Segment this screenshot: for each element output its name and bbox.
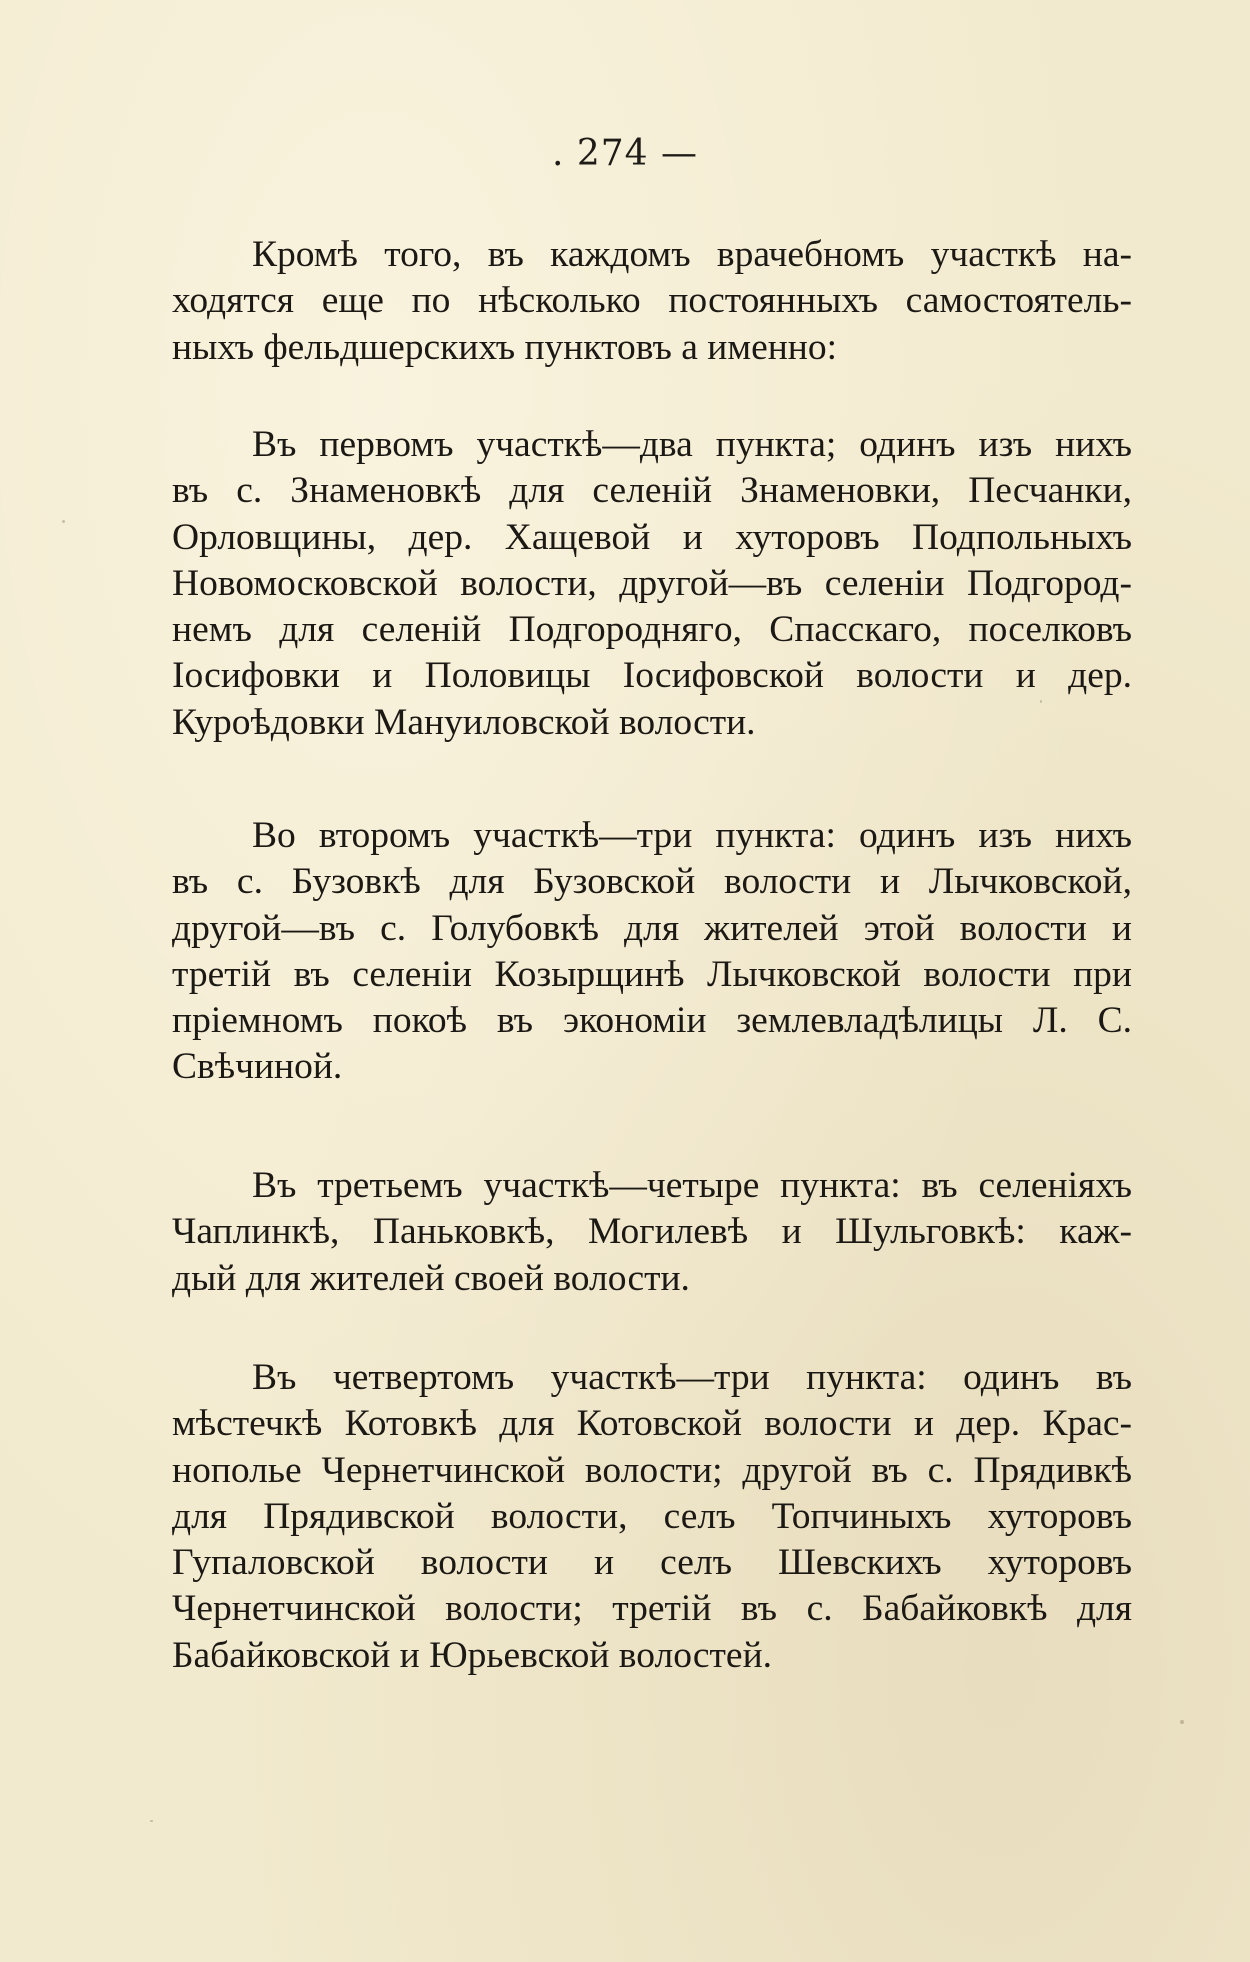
text-line: третій въ селеніи Козырщинѣ Лычковской волости при [172, 953, 1132, 995]
text-line: въ с. Знаменовкѣ для селеній Знаменовки, Песчанки, [172, 470, 1132, 512]
paper-speck [62, 520, 65, 523]
text-line: въ с. Бузовкѣ для Бузовской волости и Лычковской, [172, 861, 1132, 903]
text-line: нополье Чернетчинской волости; другой въ с. Прядивкѣ [172, 1449, 1132, 1491]
text-line: Въ первомъ участкѣ—два пункта; одинъ изъ нихъ [252, 424, 1132, 465]
paragraph-3 [172, 813, 1132, 1091]
text-line: Бабайковской и Юрьевской волостей. [172, 1634, 773, 1676]
text-line: Гупаловской волости и селъ Шевскихъ хуторовъ [172, 1542, 1132, 1584]
text-line: ходятся еще по нѣсколько постоянныхъ самостоятель- [172, 280, 1132, 322]
text-line: пріемномъ покоѣ въ экономіи землевладѣлицы Л. С. [172, 1000, 1132, 1042]
text-line: Во второмъ участкѣ—три пункта: одинъ изъ нихъ [252, 815, 1132, 856]
text-line: Въ четвертомъ участкѣ—три пункта: одинъ въ [252, 1357, 1132, 1398]
text-line: Куроѣдовки Мануиловской волости. [172, 701, 756, 743]
paragraph-4 [172, 1163, 1132, 1302]
text-line: Новомосковской волости, другой—въ селеніи Подгород- [172, 562, 1132, 604]
text-line: для Прядивской волости, селъ Топчиныхъ хуторовъ [172, 1495, 1132, 1537]
text-line: Чаплинкѣ, Паньковкѣ, Могилевѣ и Шульговкѣ: каж- [172, 1211, 1132, 1253]
text-line: Орловщины, дер. Хащевой и хуторовъ Подпольныхъ [172, 516, 1132, 558]
text-line: дый для жителей своей волости. [172, 1257, 690, 1299]
text-line: мѣстечкѣ Котовкѣ для Котовской волости и дер. Крас- [172, 1403, 1132, 1445]
paragraph-2 [172, 422, 1132, 746]
paragraph-1 [172, 232, 1132, 371]
page-number: . 274 — [551, 133, 699, 174]
paper-speck [150, 1820, 153, 1822]
text-line: Въ третьемъ участкѣ—четыре пункта: въ селеніяхъ [252, 1165, 1132, 1206]
text-line: ныхъ фельдшерскихъ пунктовъ а именно: [172, 326, 838, 368]
text-line: Свѣчиной. [172, 1046, 343, 1088]
text-line: Іосифовки и Половицы Іосифовской волости и дер. [172, 655, 1132, 697]
paper-speck [1040, 700, 1042, 703]
text-line: Чернетчинской волости; третій въ с. Бабайковкѣ для [172, 1588, 1132, 1630]
text-line: немъ для селеній Подгороднягo, Спасскаго, поселковъ [172, 609, 1132, 651]
text-line: Кромѣ того, въ каждомъ врачебномъ участкѣ на- [252, 234, 1132, 275]
paper-speck [1180, 1720, 1184, 1724]
text-line: другой—въ с. Голубовкѣ для жителей этой волости и [172, 907, 1132, 949]
paragraph-5 [172, 1355, 1132, 1679]
